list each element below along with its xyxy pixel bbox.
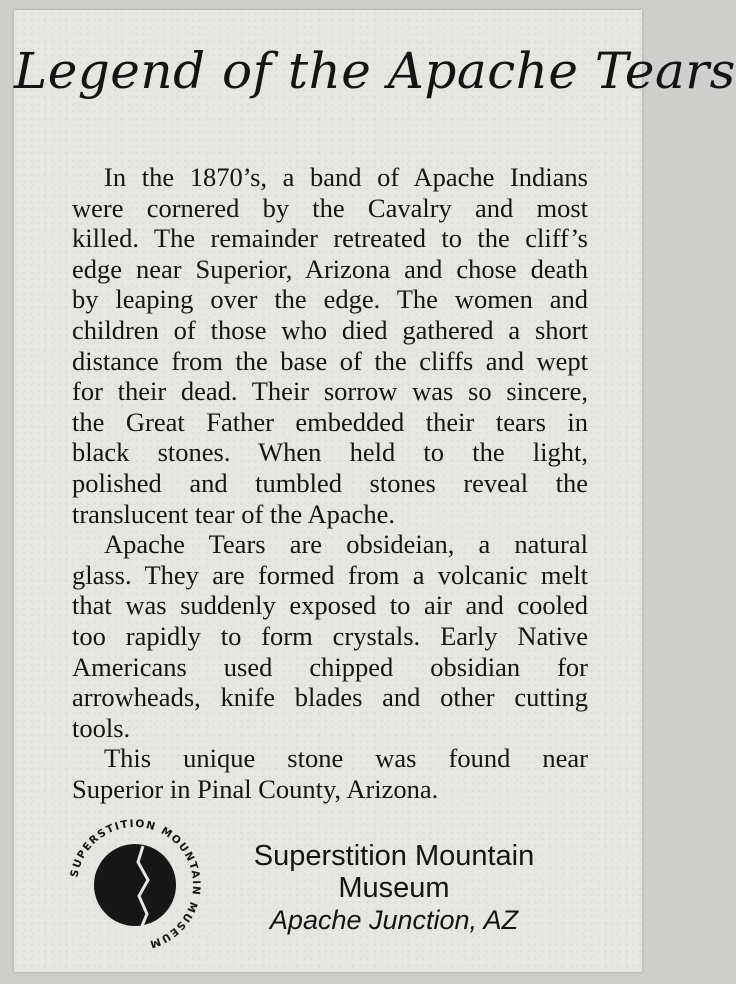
museum-location: Apache Junction, AZ [269, 905, 519, 935]
text-line: polished and tumbled stones reveal the [72, 467, 588, 498]
museum-name-line2: Museum [338, 872, 450, 904]
text-line: glass. They are formed from a volcanic melt [72, 559, 588, 590]
text-line: edge near Superior, Arizona and chose death [72, 253, 588, 284]
text-line: children of those who died gathered a short [72, 314, 588, 345]
museum-logo [60, 810, 210, 960]
text-line: Apache Tears are obsideian, a natural [104, 529, 588, 560]
text-line: killed. The remainder retreated to the cliff’s [72, 223, 588, 254]
mountain-silhouette-icon [60, 810, 210, 960]
logo-ring-text: SUPERSTITION MOUNTAIN MUSEUM [68, 817, 203, 951]
text-line: Superior in Pinal County, Arizona. [72, 773, 439, 804]
text-line: that was suddenly exposed to air and cooled [72, 590, 588, 621]
text-line: for their dead. Their sorrow was so sincere, [72, 376, 588, 407]
text-line: were cornered by the Cavalry and most [72, 192, 588, 223]
page-title: Legend of the Apache Tears [14, 42, 736, 100]
text-line: by leaping over the edge. The women and [72, 284, 588, 315]
museum-info [204, 840, 584, 936]
text-line: arrowheads, knife blades and other cutting [72, 682, 588, 713]
legend-text [72, 162, 588, 804]
text-line: the Great Father embedded their tears in [72, 406, 588, 437]
museum-name-line1: Superstition Mountain [253, 840, 535, 872]
text-line: Americans used chipped obsidian for [72, 651, 588, 682]
info-card [14, 10, 736, 972]
text-line: translucent tear of the Apache. [72, 498, 396, 529]
text-line: In the 1870’s, a band of Apache Indians [104, 162, 588, 192]
text-line: This unique stone was found near [104, 743, 588, 774]
text-line: black stones. When held to the light, [72, 437, 588, 468]
text-line: distance from the base of the cliffs and wept [72, 345, 588, 376]
text-line: too rapidly to form crystals. Early Native [72, 620, 588, 651]
text-line: tools. [72, 712, 131, 743]
